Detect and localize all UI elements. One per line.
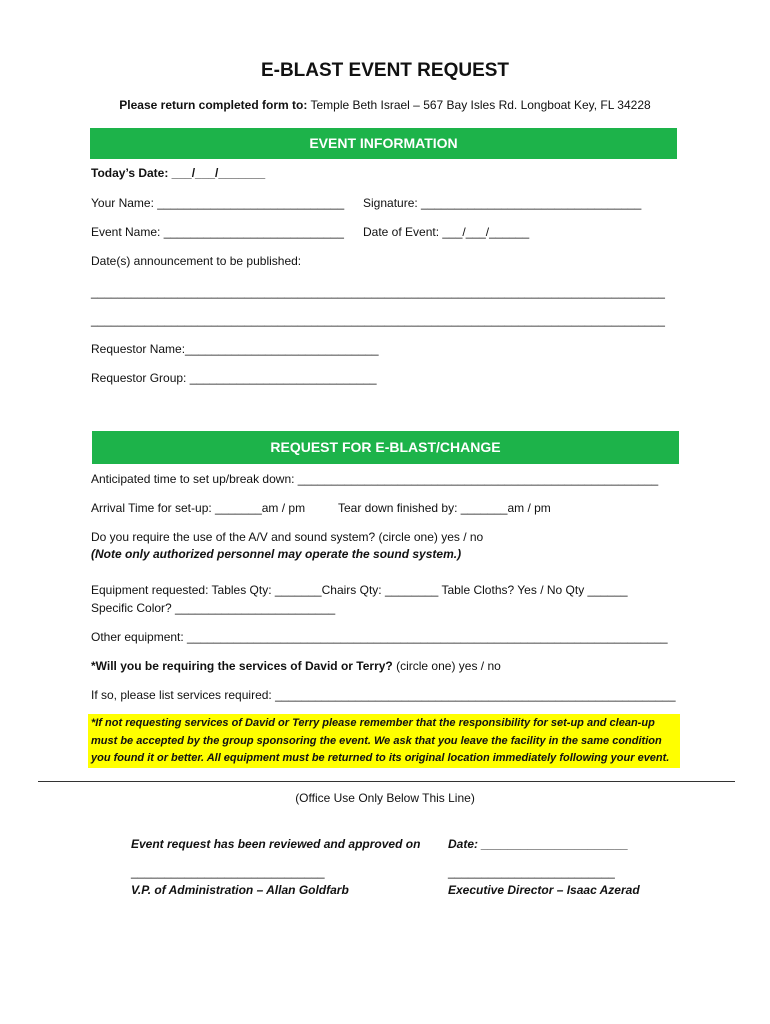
announcement-dates-label: Date(s) announcement to be published:: [91, 254, 302, 268]
disclaimer-line-1: *If not requesting services of David or Terry please remember that the responsibility for set-up and clean-up: [91, 717, 655, 729]
av-question[interactable]: Do you require the use of the A/V and sound system? (circle one) yes / no: [91, 530, 484, 544]
return-label: Please return completed form to:: [119, 98, 308, 112]
services-question[interactable]: [91, 659, 501, 673]
specific-color-field[interactable]: Specific Color? ________________________: [91, 601, 336, 615]
requestor-group-field[interactable]: Requestor Group: ____________________________: [91, 371, 377, 385]
office-use-label: (Office Use Only Below This Line): [295, 791, 475, 805]
return-address-line: [0, 98, 770, 112]
tear-down-field[interactable]: Tear down finished by: _______am / pm: [338, 501, 551, 515]
requestor-name-field[interactable]: Requestor Name:_____________________________: [91, 342, 379, 356]
services-question-text: *Will you be requiring the services of David or Terry?: [91, 659, 393, 673]
av-note: (Note only authorized personnel may operate the sound system.): [91, 547, 462, 561]
exec-signature-line[interactable]: _________________________: [448, 865, 615, 879]
return-address: Temple Beth Israel – 567 Bay Isles Rd. Longboat Key, FL 34228: [310, 98, 651, 112]
request-heading: REQUEST FOR E-BLAST/CHANGE: [92, 431, 679, 464]
event-information-heading: EVENT INFORMATION: [90, 128, 677, 159]
other-equipment-field[interactable]: Other equipment: ________________________________________________________________________: [91, 630, 668, 644]
disclaimer-line-3: you found it or better. All equipment must be returned to its original location immediately following your event.: [91, 752, 670, 764]
reviewed-statement: Event request has been reviewed and approved on: [131, 837, 421, 851]
signature-field[interactable]: Signature: _________________________________: [363, 196, 642, 210]
announcement-line-2[interactable]: ______________________________________________________________________________________: [91, 313, 665, 327]
equipment-requested-field[interactable]: Equipment requested: Tables Qty: _______Chairs Qty: ________ Table Cloths? Yes / No Qty ______: [91, 583, 628, 597]
event-name-field[interactable]: Event Name: ___________________________: [91, 225, 344, 239]
arrival-time-field[interactable]: Arrival Time for set-up: _______am / pm: [91, 501, 306, 515]
your-name-field[interactable]: Your Name: ____________________________: [91, 196, 345, 210]
form-title: E-BLAST EVENT REQUEST: [260, 60, 510, 81]
todays-date-field[interactable]: Today’s Date: ___/___/_______: [91, 166, 266, 180]
office-use-divider: [38, 781, 735, 782]
exec-director-name: Executive Director – Isaac Azerad: [448, 883, 640, 897]
date-of-event-field[interactable]: Date of Event: ___/___/______: [363, 225, 530, 239]
announcement-line-1[interactable]: ______________________________________________________________________________________: [91, 285, 665, 299]
approval-date-field[interactable]: Date: ______________________: [448, 837, 629, 851]
services-list-field[interactable]: If so, please list services required: ____________________________________________________________: [91, 688, 676, 702]
services-choice: (circle one) yes / no: [396, 659, 501, 673]
anticipated-time-field[interactable]: Anticipated time to set up/break down: ______________________________________________________: [91, 472, 659, 486]
vp-signature-line[interactable]: _____________________________: [131, 865, 325, 879]
vp-name: V.P. of Administration – Allan Goldfarb: [131, 883, 349, 897]
disclaimer-line-2: must be accepted by the group sponsoring the event. We ask that you leave the facility in the same condition: [91, 735, 662, 747]
